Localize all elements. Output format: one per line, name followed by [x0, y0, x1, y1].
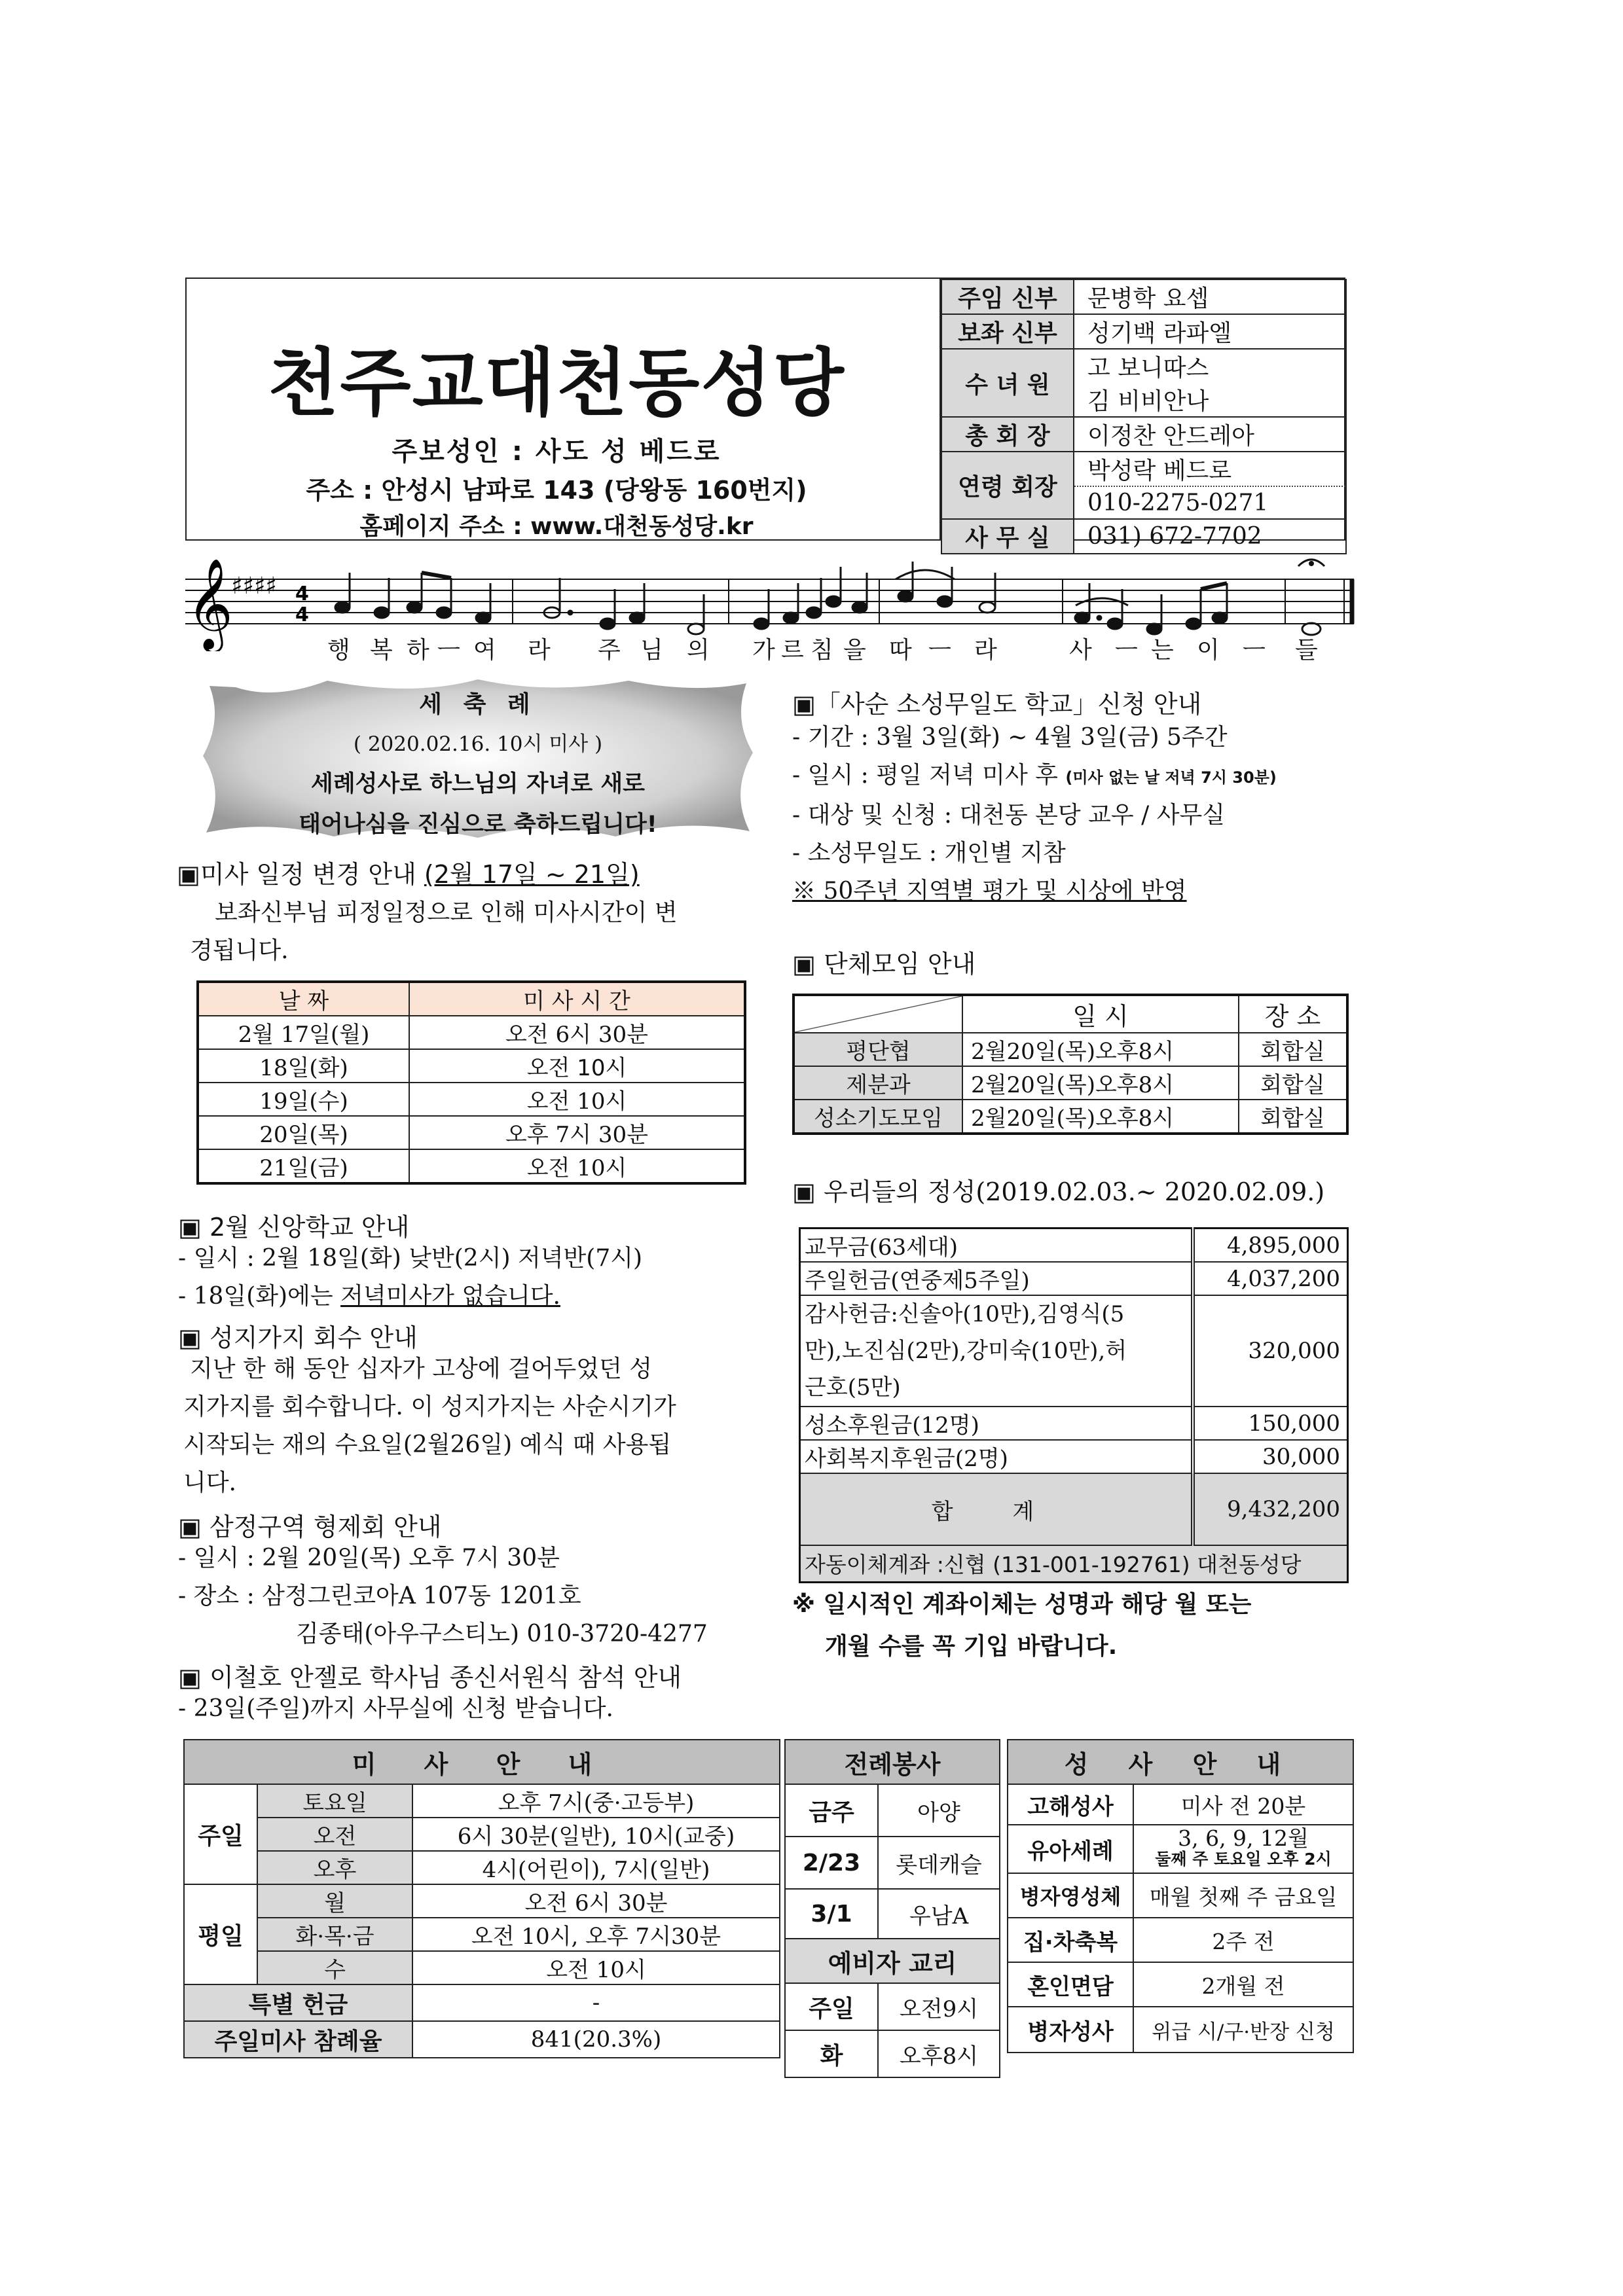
- offering-note: (2명): [955, 1446, 1008, 1472]
- patron-saint: 주보성인 : 사도 성 베드로: [392, 437, 721, 467]
- sacraments-table: [1007, 1739, 1354, 2053]
- offering-note: :신솔아(10만),김영식(5: [890, 1301, 1125, 1327]
- body-line-underlined: 저녁미사가 없습니다.: [340, 1283, 560, 1310]
- staff-role: 보좌 신부: [941, 314, 1074, 349]
- table-cell: 오전 10시: [409, 1149, 745, 1183]
- lyric-syllable: 을: [843, 637, 866, 664]
- staff-name: 이정찬 안드레아: [1074, 417, 1346, 452]
- body-line-underlined: ※ 50주년 지역별 평가 및 시상에 반영: [792, 878, 1187, 905]
- offering-note: (12명): [912, 1412, 979, 1439]
- col-header: 장 소: [1239, 995, 1347, 1033]
- lyric-syllable: 르: [781, 637, 804, 664]
- staff-name: 문병학 요셉: [1074, 279, 1346, 314]
- offerings-table: [799, 1227, 1349, 1583]
- col-header: 일 시: [962, 995, 1239, 1033]
- faith-school-body: [178, 1240, 767, 1316]
- body-line: 경됩니다.: [190, 937, 289, 964]
- lyric-syllable: 라: [528, 637, 551, 664]
- body-line: - 18일(화)에는: [178, 1283, 341, 1310]
- offering-amount: 320,000: [1193, 1295, 1348, 1407]
- body-line: - 23일(주일)까지 사무실에 신청 받습니다.: [178, 1695, 613, 1722]
- mass-time: 6시 30분(일반), 10시(교중): [412, 1818, 780, 1851]
- sacrament-note: 둘째 주 토요일 오후 2시: [1155, 1850, 1332, 1869]
- samjeong-body: [178, 1539, 767, 1653]
- body-line: - 일시 : 2월 20일(목) 오후 7시 30분: [178, 1545, 560, 1571]
- lyric-syllable: 라: [974, 637, 997, 664]
- staff-role: 주임 신부: [941, 279, 1074, 314]
- lyric-syllable: 주: [598, 637, 621, 664]
- body-line: 니다.: [183, 1469, 236, 1496]
- liturgy-key: 금주: [785, 1784, 878, 1837]
- sacrament-value: 2개월 전: [1133, 1962, 1353, 2007]
- day-label: 월: [257, 1884, 412, 1918]
- lyric-syllable: 하: [407, 637, 429, 664]
- day-label: 오전: [257, 1818, 412, 1851]
- bulletin-header: [185, 278, 1345, 552]
- body-line: - 장소 : 삼정그린코아A 107동 1201호: [178, 1583, 581, 1609]
- offering-total-amount: 9,432,200: [1193, 1473, 1348, 1545]
- staff-role: 수 녀 원: [941, 349, 1074, 417]
- lyric-syllable: 이: [1197, 637, 1220, 664]
- table-cell: 오전 10시: [409, 1083, 745, 1116]
- mass-time: 오전 10시: [412, 1951, 780, 1984]
- group-when: 2월20일(목)오후8시: [962, 1033, 1239, 1066]
- attendance-value: 841(20.3%): [412, 2021, 780, 2058]
- offering-amount: 30,000: [1193, 1440, 1348, 1473]
- group-where: 회합실: [1239, 1066, 1347, 1100]
- faith-school-heading: ▣ 2월 신앙학교 안내: [178, 1213, 410, 1242]
- svg-text:♯♯♯♯: ♯♯♯♯: [231, 573, 277, 600]
- catechism-key: 화: [785, 2030, 878, 2077]
- liturgy-key: 2/23: [785, 1837, 878, 1889]
- lyric-syllable: 행: [327, 637, 350, 664]
- table-cell: 오전 6시 30분: [409, 1016, 745, 1049]
- offering-total-label: 합 계: [800, 1473, 1194, 1545]
- parish-title: 천주교대천동성당: [268, 341, 845, 426]
- sacrament-key: 집·차축복: [1008, 1918, 1133, 1962]
- treble-clef-icon: 𝄞: [187, 558, 233, 649]
- offering-label: 주일헌금: [805, 1268, 891, 1294]
- svg-text:4: 4: [295, 603, 309, 626]
- palm-body: [183, 1350, 759, 1502]
- lyric-syllable: 는: [1151, 637, 1174, 664]
- day-label: 화·목·금: [257, 1918, 412, 1951]
- lyric-syllable: 사: [1069, 637, 1092, 664]
- sacrament-value: 미사 전 20분: [1133, 1784, 1353, 1825]
- offering-amount: 150,000: [1193, 1407, 1348, 1440]
- body-line: 김종태(아우구스티노) 010-3720-4277: [296, 1621, 708, 1647]
- col-header: 미 사 시 간: [409, 982, 745, 1016]
- group-when: 2월20일(목)오후8시: [962, 1066, 1239, 1100]
- lyric-syllable: 여: [473, 637, 496, 664]
- offering-amount: 4,037,200: [1193, 1262, 1348, 1295]
- mass-schedule-table: [183, 1739, 780, 2058]
- offering-label: 교무금: [805, 1234, 869, 1261]
- sacrament-value: 3, 6, 9, 12월: [1178, 1825, 1309, 1851]
- lyric-syllable: 복: [370, 637, 393, 664]
- liturgy-value: 롯데캐슬: [878, 1837, 1000, 1889]
- mass-info-title: 미 사 안 내: [184, 1740, 780, 1784]
- table-cell: 2월 17일(월): [198, 1016, 409, 1049]
- weekday-label: 평일: [184, 1884, 257, 1984]
- offering-note: 만),노진심(2만),강미숙(10만),허: [805, 1338, 1127, 1364]
- mass-time: 4시(어린이), 7시(일반): [412, 1851, 780, 1884]
- day-label: 오후: [257, 1851, 412, 1884]
- offering-note: 근호(5만): [805, 1374, 901, 1401]
- offering-label: 성소후원금: [805, 1412, 913, 1439]
- staff-name: 성기백 라파엘: [1074, 314, 1346, 349]
- group-where: 회합실: [1239, 1033, 1347, 1066]
- body-line: 보좌신부님 피정일정으로 인해 미사시간이 변: [215, 899, 678, 926]
- group-name: 제분과: [793, 1066, 962, 1100]
- sacrament-key: 혼인면담: [1008, 1962, 1133, 2007]
- lyric-syllable: ㅡ: [437, 637, 460, 664]
- offering-label: 사회복지후원금: [805, 1446, 955, 1472]
- group-name: 평단협: [793, 1033, 962, 1066]
- sacrament-value: 2주 전: [1133, 1918, 1353, 1962]
- body-line: - 일시 : 2월 18일(화) 낮반(2시) 저녁반(7시): [178, 1245, 643, 1272]
- lent-school-heading: ▣「사순 소성무일도 학교」신청 안내: [792, 690, 1202, 719]
- offerings-dates: (2019.02.03.~ 2020.02.09.): [976, 1177, 1325, 1206]
- homepage-address: 홈페이지 주소 : www.대천동성당.kr: [359, 513, 754, 540]
- staff-role: 연령 회장: [941, 452, 1074, 519]
- hymn-lyrics: [185, 632, 1357, 664]
- lyric-syllable: 가: [752, 637, 775, 664]
- body-note: (미사 없는 날 저녁 7시 30분): [1065, 768, 1277, 787]
- vow-heading: ▣ 이철호 안젤로 학사님 종신서원식 참석 안내: [178, 1663, 682, 1692]
- lyric-syllable: ㅡ: [928, 637, 951, 664]
- table-cell: 21일(금): [198, 1149, 409, 1183]
- mass-time: 오전 6시 30분: [412, 1884, 780, 1918]
- mass-change-body: [190, 894, 753, 970]
- sacrament-key: 유아세례: [1008, 1825, 1133, 1873]
- sacrament-value: 위급 시/구·반장 신청: [1133, 2007, 1353, 2053]
- offering-label: 감사헌금: [805, 1301, 891, 1327]
- mass-change-dates: (2월 17일 ~ 21일): [424, 860, 640, 889]
- catechism-value: 오전9시: [878, 1983, 1000, 2030]
- mass-change-table: [196, 980, 746, 1185]
- attendance-label: 주일미사 참례율: [184, 2021, 412, 2058]
- sacrament-key: 병자영성체: [1008, 1873, 1133, 1918]
- day-label: 토요일: [257, 1784, 412, 1818]
- baptism-line: 세례성사로 하느님의 자녀로 새로: [311, 771, 645, 797]
- svg-text:4: 4: [295, 583, 309, 605]
- sacrament-value: 매월 첫째 주 금요일: [1133, 1873, 1353, 1918]
- group-name: 성소기도모임: [793, 1100, 962, 1134]
- note-line: ※ 일시적인 계좌이체는 성명과 해당 월 또는: [792, 1591, 1252, 1618]
- groups-heading: ▣ 단체모임 안내: [792, 950, 976, 978]
- liturgy-value: 아양: [878, 1784, 1000, 1837]
- table-cell: 20일(목): [198, 1116, 409, 1149]
- staff-name: 고 보니따스: [1074, 349, 1346, 383]
- lyric-syllable: 님: [640, 637, 663, 664]
- day-label: 수: [257, 1951, 412, 1984]
- lyric-syllable: 따: [889, 637, 912, 664]
- col-header: 날 짜: [198, 982, 409, 1016]
- staff-role: 사 무 실: [941, 519, 1074, 554]
- office-phone: 031) 672-7702: [1074, 519, 1346, 554]
- mass-time: 오후 7시(중·고등부): [412, 1784, 780, 1818]
- table-cell: 오전 10시: [409, 1049, 745, 1083]
- lyric-syllable: 침: [811, 637, 833, 664]
- sunday-label: 주일: [184, 1784, 257, 1884]
- group-where: 회합실: [1239, 1100, 1347, 1134]
- lyric-syllable: 들: [1295, 637, 1318, 664]
- liturgy-title: 전례봉사: [785, 1740, 1000, 1784]
- body-line: 지난 한 해 동안 십자가 고상에 걸어두었던 성: [190, 1355, 653, 1382]
- baptism-date: ( 2020.02.16. 10시 미사 ): [353, 732, 603, 756]
- liturgy-key: 3/1: [785, 1889, 878, 1939]
- transfer-note: [792, 1584, 1368, 1668]
- liturgy-table: [784, 1739, 1000, 2078]
- parish-address: 주소 : 안성시 남파로 143 (당왕동 160번지): [306, 476, 807, 505]
- sacrament-key: 고해성사: [1008, 1784, 1133, 1825]
- staff-role: 총 회 장: [941, 417, 1074, 452]
- section-heading: ▣ 우리들의 정성: [792, 1177, 976, 1206]
- baptism-line: 태어나심을 진심으로 축하드립니다!: [299, 812, 657, 838]
- staff-name: 박성락 베드로: [1074, 452, 1346, 486]
- offering-note: (63세대): [869, 1234, 958, 1261]
- baptism-message: [196, 686, 759, 839]
- palm-heading: ▣ 성지가지 회수 안내: [178, 1323, 418, 1352]
- special-offering-value: -: [412, 1984, 780, 2021]
- offering-note: (연중제5주일): [890, 1268, 1030, 1294]
- offering-amount: 4,895,000: [1193, 1229, 1348, 1263]
- lent-school-body: [792, 719, 1368, 910]
- body-line: - 소성무일도 : 개인별 지참: [792, 840, 1066, 867]
- sacrament-key: 병자성사: [1008, 2007, 1133, 2053]
- baptism-title: 세 축 례: [419, 691, 537, 718]
- special-offering-label: 특별 헌금: [184, 1984, 412, 2021]
- catechism-title: 예비자 교리: [785, 1939, 1000, 1983]
- catechism-value: 오후8시: [878, 2030, 1000, 2077]
- staff-phone: 010-2275-0271: [1074, 486, 1346, 519]
- group-when: 2월20일(목)오후8시: [962, 1100, 1239, 1134]
- note-line: 개월 수를 꼭 기입 바랍니다.: [825, 1633, 1118, 1660]
- lyric-syllable: ㅡ: [1243, 637, 1266, 664]
- offerings-heading: [792, 1172, 1324, 1208]
- groups-table: [792, 994, 1349, 1135]
- staff-table: [939, 279, 1347, 552]
- samjeong-heading: ▣ 삼정구역 형제회 안내: [178, 1513, 442, 1541]
- mass-time: 오전 10시, 오후 7시30분: [412, 1918, 780, 1951]
- lyric-syllable: 의: [687, 637, 710, 664]
- body-line: - 대상 및 신청 : 대천동 본당 교우 / 사무실: [792, 802, 1226, 829]
- liturgy-value: 우남A: [878, 1889, 1000, 1939]
- catechism-key: 주일: [785, 1983, 878, 2030]
- body-line: - 일시 : 평일 저녁 미사 후: [792, 762, 1066, 789]
- body-line: 시작되는 재의 수요일(2월26일) 예식 때 사용됩: [183, 1431, 672, 1458]
- section-heading: ▣미사 일정 변경 안내: [177, 860, 416, 889]
- mass-change-heading: [177, 854, 640, 890]
- table-cell: 18일(화): [198, 1049, 409, 1083]
- bank-account: 자동이체계좌 :신협 (131-001-192761) 대천동성당: [800, 1545, 1348, 1582]
- sacraments-title: 성 사 안 내: [1008, 1740, 1353, 1784]
- table-cell: 19일(수): [198, 1083, 409, 1116]
- body-line: 지가지를 회수합니다. 이 성지가지는 사순시기가: [183, 1393, 676, 1420]
- staff-name: 김 비비안나: [1074, 383, 1346, 417]
- body-line: - 기간 : 3월 3일(화) ~ 4월 3일(금) 5주간: [792, 724, 1228, 751]
- lyric-syllable: ㅡ: [1115, 637, 1138, 664]
- table-cell: 오후 7시 30분: [409, 1116, 745, 1149]
